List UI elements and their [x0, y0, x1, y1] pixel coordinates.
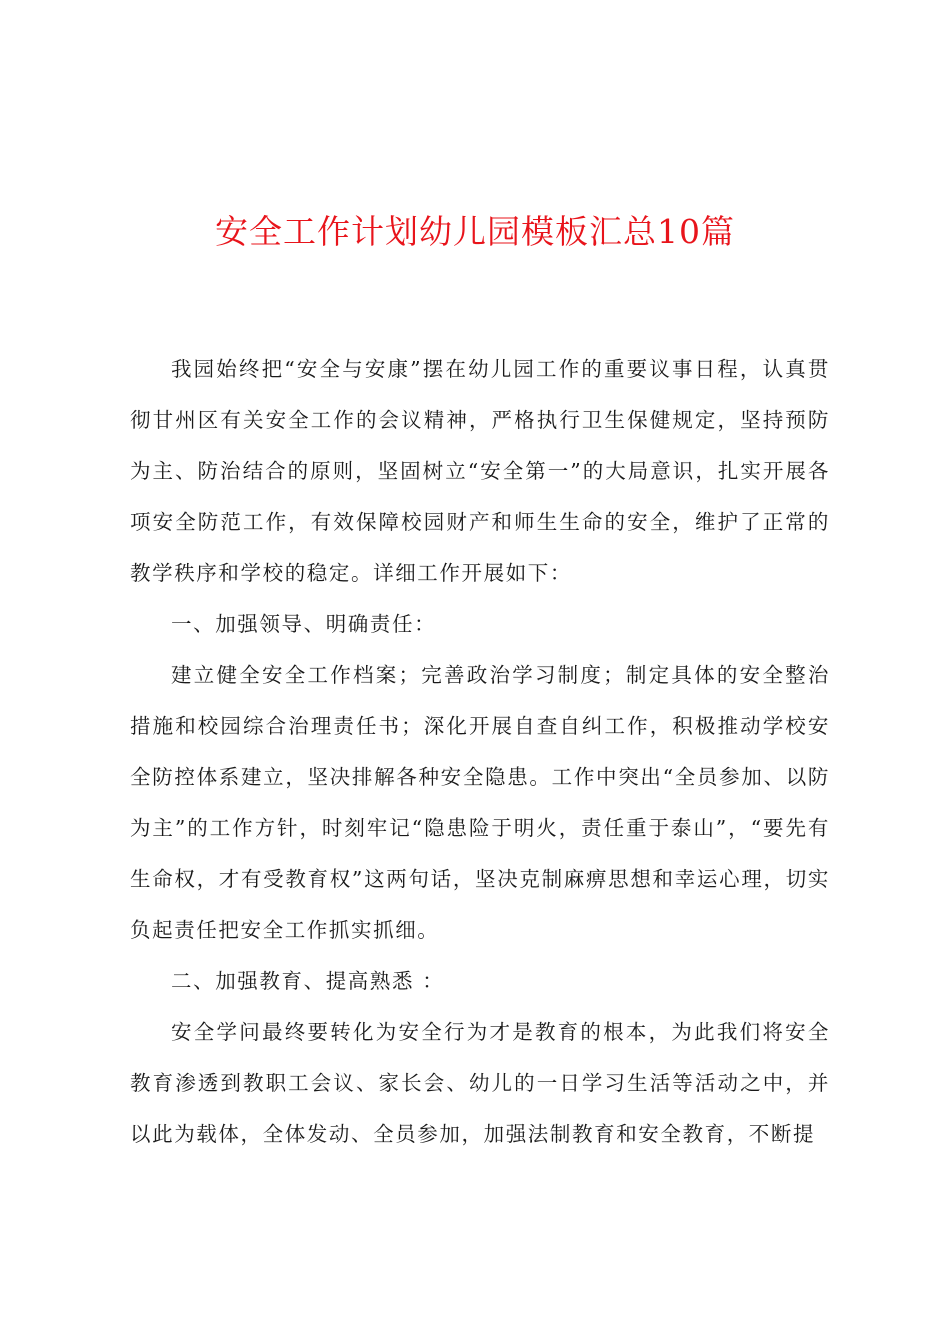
document-title: 安全工作计划幼儿园模板汇总10篇 — [215, 212, 735, 251]
document-body — [130, 344, 830, 1160]
paragraph-intro: 我园始终把“安全与安康”摆在幼儿园工作的重要议事日程，认真贯彻甘州区有关安全工作的会议精神，严格执行卫生保健规定，坚持预防为主、防治结合的原则，坚固树立“安全第一”的大局意识，扎实开展各项安全防范工作，有效保障校园财产和师生生命的安全，维护了正常的教学秩序和学校的稳定。详细工作开展如下： — [130, 357, 830, 585]
section-heading-2: 二、加强教育、提高熟悉 ： — [171, 969, 445, 993]
section-heading-1: 一、加强领导、明确责任： — [171, 612, 437, 636]
paragraph-section-1: 建立健全安全工作档案；完善政治学习制度；制定具体的安全整治措施和校园综合治理责任书；深化开展自查自纠工作，积极推动学校安全防控体系建立，坚决排解各种安全隐患。工作中突出“全员参加、以防为主”的工作方针，时刻牢记“隐患险于明火，责任重于泰山”，“要先有生命权，才有受教育权”这两句话，坚决克制麻痹思想和幸运心理，切实负起责任把安全工作抓实抓细。 — [130, 663, 830, 942]
paragraph-section-2: 安全学问最终要转化为安全行为才是教育的根本，为此我们将安全教育渗透到教职工会议、家长会、幼儿的一日学习生活等活动之中，并以此为载体，全体发动、全员参加，加强法制教育和安全教育，不断提 — [130, 1020, 830, 1146]
